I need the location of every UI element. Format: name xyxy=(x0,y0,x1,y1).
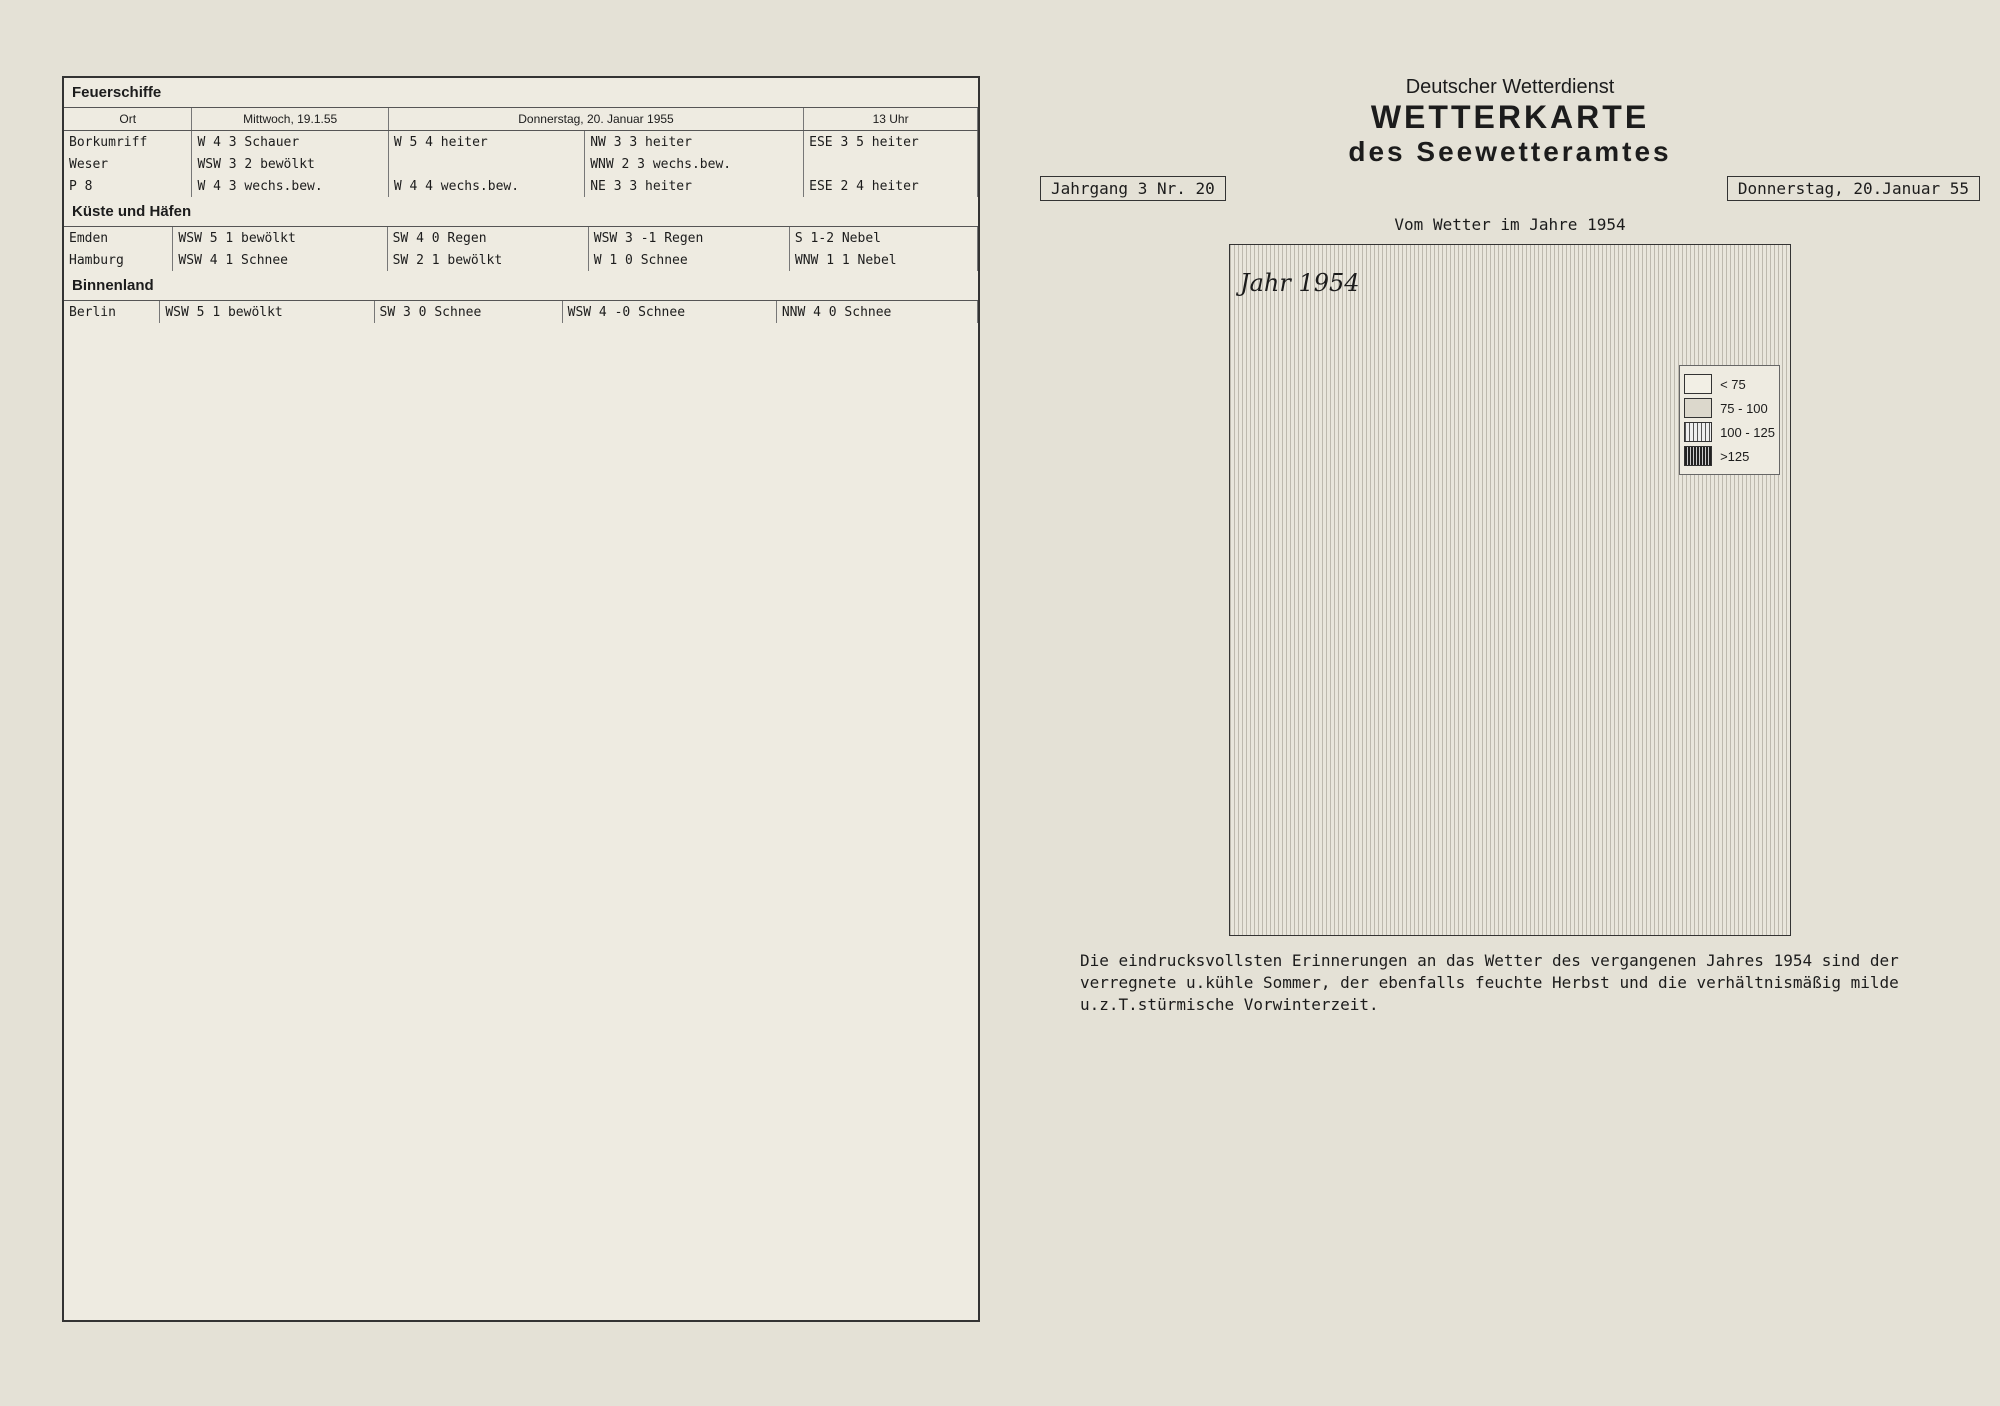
cell: S 1-2 Nebel xyxy=(789,227,977,249)
legend-label: < 75 xyxy=(1720,376,1746,392)
legend-swatch xyxy=(1684,398,1712,418)
cell: W 5 4 heiter xyxy=(388,131,584,154)
right-panel xyxy=(1040,76,1980,1326)
observation-table xyxy=(64,108,978,197)
cell: WSW 5 1 bewölkt xyxy=(160,301,374,323)
cell: Emden xyxy=(64,227,173,249)
header-cell: Donnerstag, 20. Januar 1955 xyxy=(388,108,803,131)
legend-swatch xyxy=(1684,374,1712,394)
section-binnenland: Binnenland xyxy=(64,271,978,301)
observation-table-panel xyxy=(62,76,980,1322)
cell: WNW 2 3 wechs.bew. xyxy=(585,153,804,175)
table-row xyxy=(64,131,978,154)
legend-label: 100 - 125 xyxy=(1720,424,1775,440)
cell: NW 3 3 heiter xyxy=(585,131,804,154)
legend-label: 75 - 100 xyxy=(1720,400,1768,416)
cell: ESE 3 5 heiter xyxy=(804,131,978,154)
cell: SW 2 1 bewölkt xyxy=(387,249,588,271)
header-cell: 13 Uhr xyxy=(804,108,978,131)
section-feuerschiffe: Feuerschiffe xyxy=(64,78,978,108)
cell xyxy=(388,153,584,175)
cell: WSW 4 1 Schnee xyxy=(173,249,387,271)
article-paragraph: Die eindrucksvollsten Erinnerungen an das Wetter des vergangenen Jahres 1954 sind der verregnete u.kühle Sommer, der ebenfalls feuchte Herbst und die verhältnismäßig milde u.z.T.stürmische Vorwinterzeit. xyxy=(1080,951,1899,1014)
issue-line xyxy=(1040,176,1980,201)
cell: W 4 3 wechs.bew. xyxy=(192,175,388,197)
cell xyxy=(804,153,978,175)
legend-item xyxy=(1684,374,1775,394)
cell: NE 3 3 heiter xyxy=(585,175,804,197)
masthead-title: WETTERKARTE xyxy=(1370,99,1650,135)
cell: SW 3 0 Schnee xyxy=(374,301,562,323)
map-year-label: Jahr 1954 xyxy=(1240,269,1360,297)
header-cell: Mittwoch, 19.1.55 xyxy=(192,108,388,131)
cell: Borkumriff xyxy=(64,131,192,154)
cell: WSW 3 -1 Regen xyxy=(588,227,789,249)
legend-item xyxy=(1684,398,1775,418)
cell: NNW 4 0 Schnee xyxy=(776,301,977,323)
date-box: Donnerstag, 20.Januar 55 xyxy=(1727,176,1980,201)
legend-item xyxy=(1684,422,1775,442)
cell: P 8 xyxy=(64,175,192,197)
cell: SW 4 0 Regen xyxy=(387,227,588,249)
legend-swatch xyxy=(1684,446,1712,466)
table-row xyxy=(64,301,978,323)
jahrgang-box: Jahrgang 3 Nr. 20 xyxy=(1040,176,1226,201)
map-legend xyxy=(1679,365,1780,475)
cell: Weser xyxy=(64,153,192,175)
cell: W 1 0 Schnee xyxy=(588,249,789,271)
cell: WNW 1 1 Nebel xyxy=(789,249,977,271)
legend-swatch xyxy=(1684,422,1712,442)
observation-table xyxy=(64,301,978,323)
table-row xyxy=(64,227,978,249)
masthead-line-1: Deutscher Wetterdienst xyxy=(1405,76,1615,98)
cell: W 4 4 wechs.bew. xyxy=(388,175,584,197)
cell: W 4 3 Schauer xyxy=(192,131,388,154)
legend-label: >125 xyxy=(1720,448,1750,464)
header-cell: Ort xyxy=(64,108,192,131)
cell: WSW 5 1 bewölkt xyxy=(173,227,387,249)
cell: Hamburg xyxy=(64,249,173,271)
table-row xyxy=(64,249,978,271)
observation-table xyxy=(64,227,978,271)
table-row xyxy=(64,175,978,197)
legend-item xyxy=(1684,446,1775,466)
precipitation-map xyxy=(1229,244,1791,936)
masthead-subtitle: des Seewetteramtes xyxy=(1348,136,1672,167)
cell: WSW 4 -0 Schnee xyxy=(562,301,776,323)
masthead xyxy=(1040,76,1980,168)
article-title: Vom Wetter im Jahre 1954 xyxy=(1394,215,1626,234)
section-kueste: Küste und Häfen xyxy=(64,197,978,227)
cell: WSW 3 2 bewölkt xyxy=(192,153,388,175)
table-row xyxy=(64,153,978,175)
cell: Berlin xyxy=(64,301,160,323)
table-header-row xyxy=(64,108,978,131)
cell: ESE 2 4 heiter xyxy=(804,175,978,197)
